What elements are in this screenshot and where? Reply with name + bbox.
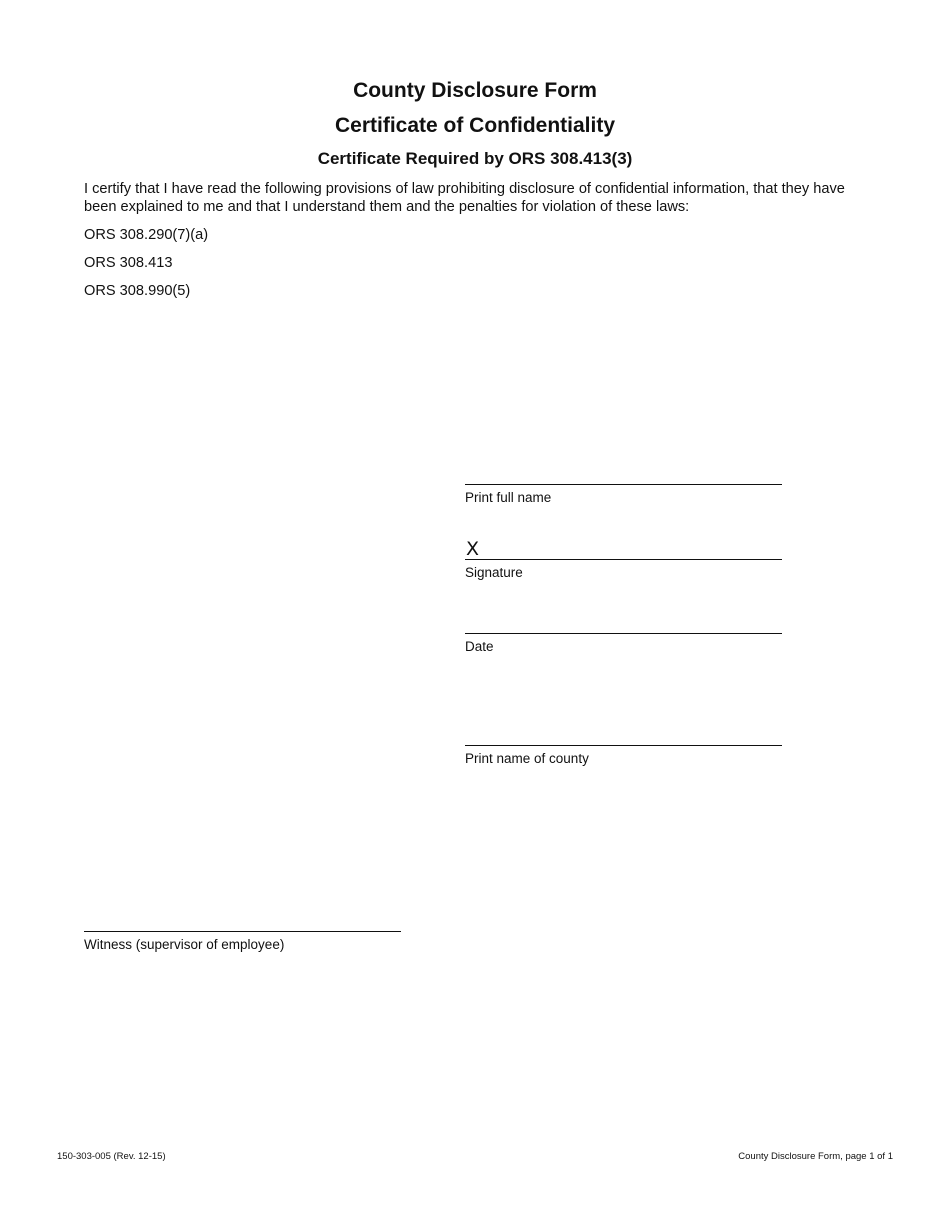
signature-field[interactable] [465, 559, 782, 580]
form-title: County Disclosure Form [353, 79, 597, 102]
witness-line[interactable] [84, 931, 401, 932]
witness-field[interactable] [84, 931, 401, 952]
statute-item: ORS 308.290(7)(a) [84, 227, 209, 243]
witness-label: Witness (supervisor of employee) [84, 937, 285, 952]
date-field[interactable] [465, 633, 782, 654]
statute-item: ORS 308.990(5) [84, 283, 191, 299]
signature-label: Signature [465, 565, 523, 580]
full-name-line[interactable] [465, 484, 782, 485]
date-label: Date [465, 639, 494, 654]
form-number: 150-303-005 (Rev. 12-15) [57, 1151, 166, 1162]
signature-line[interactable] [465, 559, 782, 560]
county-line[interactable] [465, 745, 782, 746]
certification-statement: I certify that I have read the following provisions of law prohibiting disclosure of confidential information, that they have been explained to me and that I understand them and the penalties for violation of these laws: [84, 181, 845, 215]
date-line[interactable] [465, 633, 782, 634]
form-subtitle: Certificate of Confidentiality [334, 114, 616, 137]
page-info: County Disclosure Form, page 1 of 1 [738, 1151, 893, 1162]
full-name-field[interactable] [465, 484, 782, 505]
statute-item: ORS 308.413 [84, 255, 173, 271]
county-field[interactable] [465, 745, 782, 766]
form-requirement: Certificate Required by ORS 308.413(3) [317, 149, 633, 168]
full-name-label: Print full name [465, 490, 552, 505]
signature-marker: X [466, 538, 480, 560]
county-label: Print name of county [465, 751, 589, 766]
